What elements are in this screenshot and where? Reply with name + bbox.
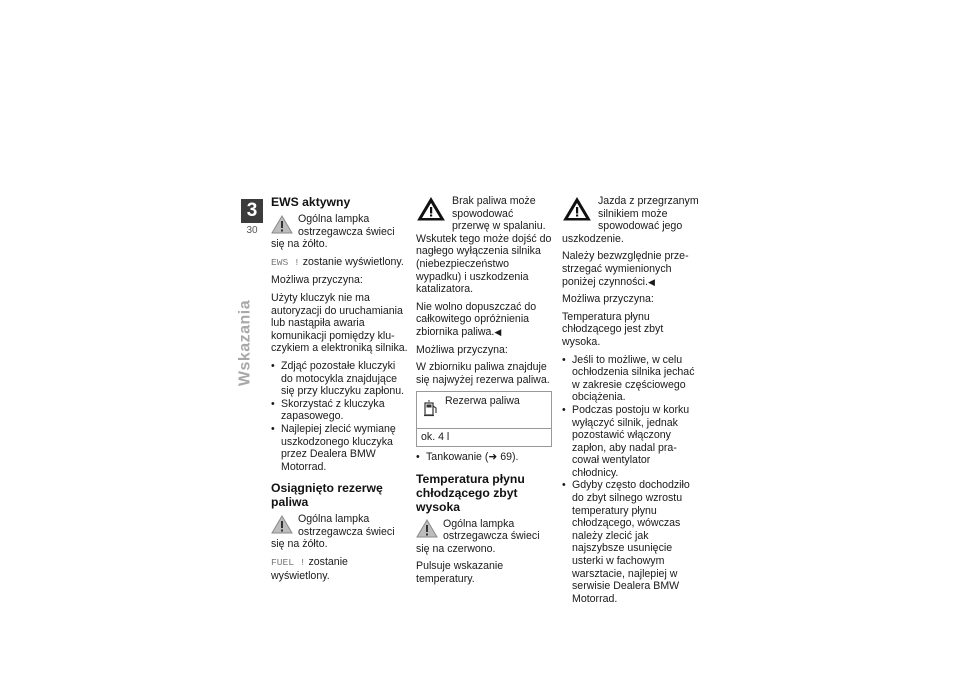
column-3 <box>562 195 699 610</box>
section-side-label: Wskazania <box>236 299 254 387</box>
column-2 <box>416 195 553 590</box>
list-item: • Podczas postoju w korku wyłączyć silnik, jednak pozostawić włączony zapłon, aby nadal pracował wentylator chłodnicy. <box>562 404 699 480</box>
fuel-reserve-value: ok. 4 l <box>421 431 450 444</box>
action-list <box>271 360 408 473</box>
chapter-number-tab: 3 <box>241 199 263 223</box>
fuel-reserve-header <box>417 392 551 429</box>
warning-triangle-grey-icon <box>416 519 438 539</box>
danger-instruction <box>562 250 699 288</box>
section-heading-fuel-reserve: Osiągnięto rezerwę paliwa <box>271 481 383 510</box>
display-text: zostanie wyświetlony. <box>299 255 404 268</box>
display-code: EWS ! <box>271 256 300 268</box>
warning-text: Ogólna lampka ostrzegawcza świeci się na żółto. <box>271 513 395 551</box>
list-item: • Najlepiej zlecić wymianę uszkodzonego kluczyka przez Dealera BMW Motorrad. <box>271 423 408 473</box>
fuel-pump-icon <box>424 399 438 417</box>
section-heading-coolant-temperature: Temperatura płynu chłodzącego zbyt wysoka <box>416 471 525 514</box>
cause-label: Możliwa przyczyna: <box>562 293 654 306</box>
list-item: • Gdyby często dochodziło do zbyt silnego wzrostu temperatury płynu chłodzącego, wówczas należy zlecić jak najszybsze usunięcie usterki w fachowym warsztacie, najlepiej w serwisie Dealera BMW Motorrad. <box>562 479 699 605</box>
warning-triangle-grey-icon <box>271 214 293 234</box>
list-item-refuel-link[interactable]: • Tankowanie (➜ 69). <box>416 451 553 464</box>
cause-text: W zbiorniku paliwa znajduje się najwyżej rezerwa paliwa. <box>416 361 550 386</box>
danger-instruction-text: Nie wolno dopuszczać do całkowitego opróżnienia zbiornika paliwa. <box>416 300 537 338</box>
cause-text: Użyty kluczyk nie ma autoryzacji do uruchamiania lub nastąpiła awaria komunikacji pomiędzy kluczykiem a elektroniką silnika. <box>271 291 408 355</box>
danger-notice <box>562 195 699 245</box>
list-item: • Skorzystać z kluczyka zapasowego. <box>271 398 408 423</box>
cause-text: Temperatura płynu chłodzącego jest zbyt wysoka. <box>562 310 664 348</box>
list-item: • Zdjąć pozostałe kluczyki do motocykla znajdujące się przy kluczyku zapłonu. <box>271 360 408 398</box>
end-mark-icon: ◀ <box>494 326 502 337</box>
display-message <box>271 256 408 270</box>
section-heading-ews: EWS aktywny <box>271 195 351 209</box>
warning-light-notice <box>416 518 553 556</box>
danger-notice <box>416 195 553 296</box>
temperature-display-text: Pulsuje wskazanie temperatury. <box>416 560 504 585</box>
warning-triangle-black-icon <box>416 196 446 222</box>
warning-triangle-black-icon <box>562 196 592 222</box>
page-number: 30 <box>246 225 258 236</box>
action-list <box>416 451 553 464</box>
list-item: • Jeśli to możliwe, w celu ochłodzenia silnika jechać w zakresie częściowego obciążenia. <box>562 354 699 404</box>
cause-label: Możliwa przyczyna: <box>416 343 508 356</box>
danger-instruction <box>416 301 553 339</box>
warning-light-notice <box>271 513 408 551</box>
danger-text: Brak paliwa może spowodować przerwę w spalaniu. Wskutek tego może dojść do nagłego wyłączenia silnika (niebezpieczeństwo wypadku) i uszkodzenia katalizatora. <box>416 195 552 296</box>
end-mark-icon: ◀ <box>647 276 655 287</box>
display-message <box>271 556 408 582</box>
danger-instruction-text: Należy bezwzględnie przestrzegać wymienionych poniżej czynności. <box>562 250 689 288</box>
fuel-reserve-table <box>416 391 552 447</box>
warning-text: Ogólna lampka ostrzegawcza świeci się na czerwono. <box>416 517 540 555</box>
column-1 <box>271 195 408 587</box>
fuel-reserve-label: Rezerwa paliwa <box>445 395 520 408</box>
danger-text: Jazda z przegrzanym silnikiem może spowodować jego uszkodzenie. <box>562 195 699 245</box>
warning-text: Ogólna lampka ostrzegawcza świeci się na żółto. <box>271 213 395 251</box>
action-list <box>562 354 699 606</box>
display-code: FUEL ! <box>271 557 306 569</box>
cause-label: Możliwa przyczyna: <box>271 274 363 287</box>
display-text: zostanie wyświetlony. <box>271 556 348 582</box>
warning-triangle-grey-icon <box>271 514 293 534</box>
warning-light-notice <box>271 213 408 251</box>
